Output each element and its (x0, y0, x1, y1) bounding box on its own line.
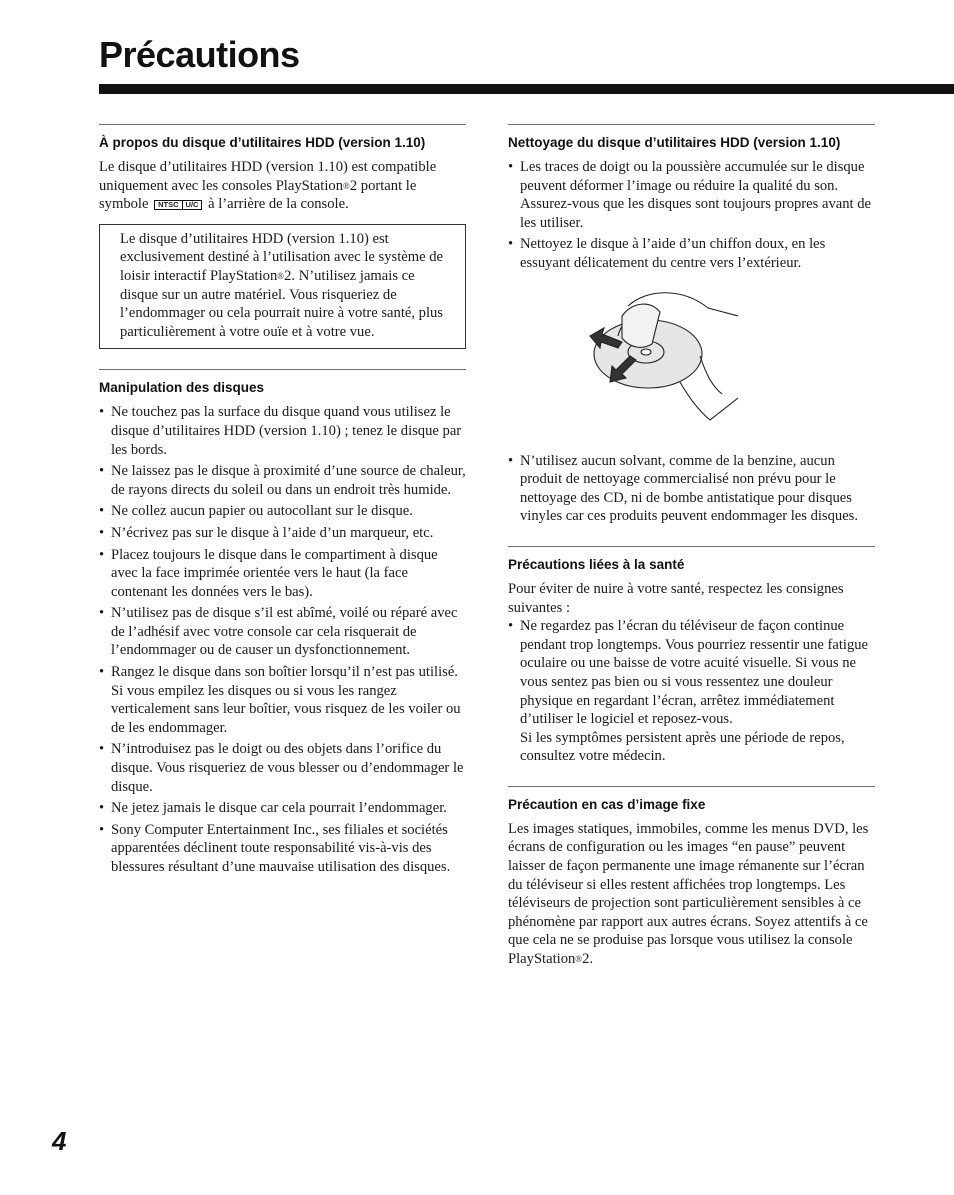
list-item: • N’introduisez pas le doigt ou des objets dans l’orifice du disque. Vous risqueriez de vous blesser ou d’endommager le disque. (99, 740, 466, 796)
section-heading: Nettoyage du disque d’utilitaires HDD (version 1.10) (508, 135, 841, 150)
list-item: • Nettoyez le disque à l’aide d’un chiffon doux, en les essuyant délicatement du centre vers l’extérieur. (508, 235, 875, 272)
section-health (508, 546, 875, 766)
list-item: • Ne touchez pas la surface du disque quand vous utilisez le disque d’utilitaires HDD (version 1.10) ; tenez le disque par les bords. (99, 403, 466, 459)
cleaning-list (508, 158, 875, 273)
section-about-disc (99, 124, 466, 349)
section-still-image (508, 786, 875, 969)
list-item: • Ne laissez pas le disque à proximité d’une source de chaleur, de rayons directs du soleil ou dans un endroit très humide. (99, 462, 466, 499)
disc-hole (641, 349, 651, 355)
section-heading: Précautions liées à la santé (508, 556, 685, 572)
disc-cleaning-illustration (588, 286, 738, 431)
health-list (508, 617, 875, 766)
list-item: • Ne collez aucun papier ou autocollant sur le disque. (99, 502, 466, 521)
notice-box (99, 224, 466, 350)
list-item: • N’utilisez aucun solvant, comme de la benzine, aucun produit de nettoyage commercialisé non prévu pour le nettoyage des CD, ni de bombe antistatique pour disques vinyles car ces produits peuvent endommager les disques. (508, 452, 875, 526)
list-item: • Les traces de doigt ou la poussière accumulée sur le disque peuvent déformer l’image ou réduire la qualité du son. Assurez-vous que les disques sont toujours propres avant de les utiliser. (508, 158, 875, 232)
still-image-text: Les images statiques, immobiles, comme les menus DVD, les écrans de configuration ou les images “en pause” peuvent laisser de façon permanente une image rémanente sur l’écran du téléviseur si elles restent affichées trop longtemps. Les téléviseurs de projection sont particulièrement sensibles à ce phénomène par rapport aux autres écrans. Soyez attentifs à ce que cela ne se produise pas lorsque vous utilisez la console PlayStation®2. (508, 820, 869, 968)
paragraph-compatibility: Le disque d’utilitaires HDD (version 1.10) est compatible uniquement avec les consoles PlayStation®2 portant le symbole NTSC U/C à l’arrière de la console. (99, 159, 437, 213)
section-cleaning (508, 124, 875, 526)
title-rule (99, 84, 954, 94)
handling-list (99, 403, 466, 876)
page-title: Précautions (99, 34, 300, 75)
health-intro: Pour éviter de nuire à votre santé, respectez les consignes suivantes : (508, 580, 844, 616)
notice-text: Le disque d’utilitaires HDD (version 1.10) est exclusivement destiné à l’utilisation avec le système de loisir interactif PlayStation®2. N’utilisez jamais ce disque sur un autre matériel. Vous risqueriez de l’endommager ou cela pourrait nuire à votre santé, plus particulièrement à votre ouïe et à votre vue. (120, 230, 443, 340)
list-item: • Ne jetez jamais le disque car cela pourrait l’endommager. (99, 799, 466, 818)
list-item: • Sony Computer Entertainment Inc., ses filiales et sociétés apparentées déclinent toute responsabilité vis-à-vis des blessures résultant d’une mauvaise utilisation des disques. (99, 821, 466, 877)
list-item: • Rangez le disque dans son boîtier lorsqu’il n’est pas utilisé. Si vous empilez les disques ou si vous les rangez verticalement sans leur boîtier, vous risquez de les voiler ou de les endommager. (99, 663, 466, 737)
section-heading: À propos du disque d’utilitaires HDD (version 1.10) (99, 135, 426, 150)
registered-mark: ® (277, 270, 285, 281)
section-heading: Manipulation des disques (99, 380, 265, 396)
section-heading: Précaution en cas d’image fixe (508, 796, 706, 812)
ntsc-uc-symbol: NTSC U/C (154, 200, 202, 210)
list-item: • N’écrivez pas sur le disque à l’aide d’un marqueur, etc. (99, 524, 466, 543)
left-column (99, 124, 466, 897)
right-column (508, 124, 875, 989)
list-item: • Ne regardez pas l’écran du téléviseur de façon continue pendant trop longtemps. Vous pourriez ressentir une fatigue oculaire ou une baisse de votre acuité visuelle. Si vous ne vous sentez pas bien ou si vous ressentez une douleur physique en regardant l’écran, arrêtez immédiatement d’utiliser le logiciel et reposez-vous. Si les symptômes persistent après une période de repos, consultez votre médecin. (508, 617, 875, 766)
list-item: • N’utilisez pas de disque s’il est abîmé, voilé ou réparé avec de l’adhésif avec votre console car cela risquerait de l’endommager ou de causer un dysfonctionnement. (99, 604, 466, 660)
list-item: • Placez toujours le disque dans le compartiment à disque avec la face imprimée orientée vers le haut (la face contenant les données vers le bas). (99, 546, 466, 602)
cleaning-list-continued (508, 452, 875, 526)
page-number: 4 (52, 1126, 67, 1156)
section-handling (99, 369, 466, 876)
registered-mark: ® (575, 954, 583, 965)
registered-mark: ® (343, 180, 350, 191)
